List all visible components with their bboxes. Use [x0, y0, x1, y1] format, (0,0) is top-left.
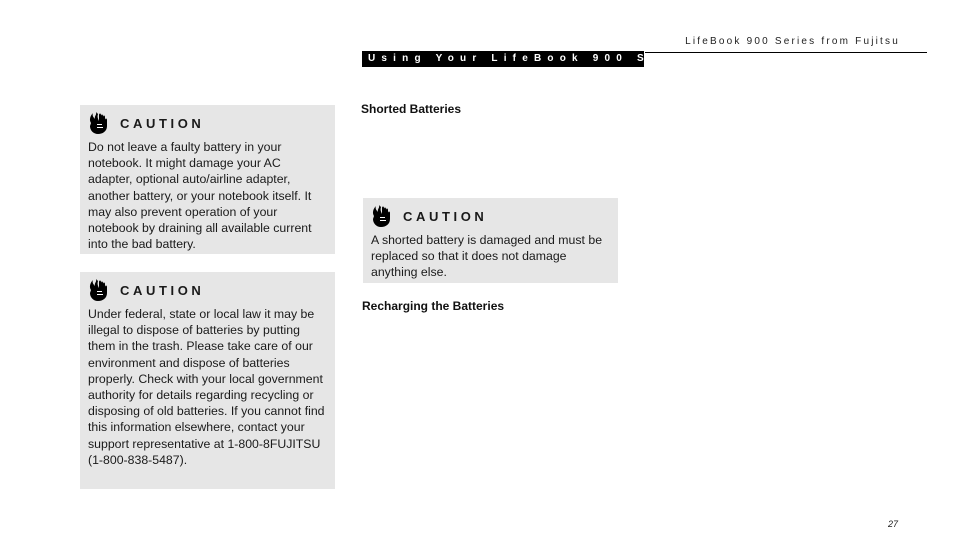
caution-text: Under federal, state or local law it may be illegal to dispose of batteries by putting them in the trash. Please take care of our environment and dispose of batteries properly. Check with your local government authority for details regarding recycling or disposing of old batteries. If you cannot find this information elsewhere, contact your support representative at 1-800-8FUJITSU (1-800-838-5487).: [88, 307, 325, 467]
fire-hand-caution-icon: [88, 278, 110, 302]
fire-hand-caution-icon: [88, 111, 110, 135]
page-number: 27: [887, 519, 898, 529]
caution-header: [88, 278, 327, 302]
caution-label: CAUTION: [120, 115, 205, 131]
caution-label: CAUTION: [120, 282, 205, 298]
caution-header: [88, 111, 327, 135]
fire-hand-caution-icon: [371, 204, 393, 228]
running-title: LifeBook 900 Series from Fujitsu: [685, 36, 900, 47]
caution-text: A shorted battery is damaged and must be replaced so that it does not damage anything else.: [371, 233, 603, 280]
caution-header: [371, 204, 610, 228]
subheading-recharging-batteries: Recharging the Batteries: [362, 299, 505, 313]
caution-label: CAUTION: [403, 208, 488, 224]
section-title-bar: Using Your LifeBook 900 Series: [362, 51, 644, 67]
caution-box-disposal-law: [80, 272, 335, 489]
subheading-shorted-batteries: Shorted Batteries: [361, 102, 462, 116]
caution-text: Do not leave a faulty battery in your notebook. It might damage your AC adapter, optional auto/airline adapter, another battery, or your notebook itself. It may also prevent operation of your notebook by draining all available current into the bad battery.: [88, 140, 312, 252]
caution-box-faulty-battery: [80, 105, 335, 254]
caution-box-shorted-battery: [363, 198, 618, 283]
